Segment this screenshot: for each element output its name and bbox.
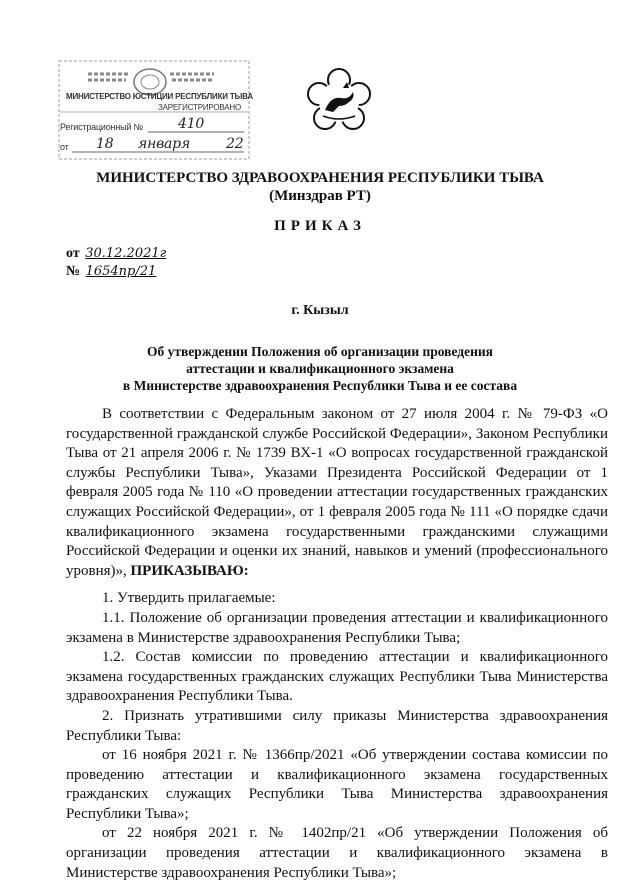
order-date [66,246,166,262]
stamp-line-ministry: МИНИСТЕРСТВО ЮСТИЦИИ РЕСПУБЛИКИ ТЫВА [66,92,253,101]
preamble-text: В соответствии с Федеральным законом от 27 июля 2004 г. № 79-ФЗ «О государственной гражданской службе Российской Федерации», Законом Республики Тыва от 21 апреля 2006 г. № 1739 ВХ-1 «О вопросах государственной гражданской службы Республики Тыва», Указами Президента Российской Федерации от 1 февраля 2005 года № 110 «О проведении аттестации государственных гражданских служащих Российской Федерации», от 1 февраля 2005 года № 111 «О порядке сдачи квалификационного экзамена государственными гражданскими служащими Российской Федерации и оценки их знаний, навыков и умений (профессионального уровня)», [66,406,608,579]
tuva-emblem-icon [303,66,375,138]
order-number-label: № [66,264,81,279]
subject-line-1: Об утверждении Положения об организации проведения [147,344,493,359]
stamp-day: 18 [96,136,114,152]
paragraph-1-2: 1.2. Состав комиссии по проведению аттестации и квалификационного экзамена государственных гражданских служащих Республики Тыва Министерства здравоохранения Республики Тыва. [66,649,608,705]
subject-line-3: в Министерстве здравоохранения Республики Тыва и ее состава [122,378,518,393]
stamp-reg-number: 410 [178,116,205,132]
order-number-value: 1654пр/21 [85,264,157,279]
ministry-name: МИНИСТЕРСТВО ЗДРАВООХРАНЕНИЯ РЕСПУБЛИКИ ТЫВА [96,170,544,186]
order-date-value: 30.12.2021г [85,246,167,261]
order-title: ПРИКАЗ [274,218,366,234]
preamble-paragraph [66,405,608,581]
subject-line-2: аттестации и квалификационного экзамена [186,361,454,376]
order-city: г. Кызыл [291,303,349,318]
ministry-short-name: (Минздрав РТ) [269,188,371,204]
paragraph-1-1: 1.1. Положение об организации проведения аттестации и квалификационного экзамена в Министерстве здравоохранения Республики Тыва; [66,609,608,646]
stamp-year: 22 [226,136,244,152]
order-subject [100,343,540,394]
order-word: ПРИКАЗЫВАЮ: [130,562,249,579]
stamp-month: января [138,136,191,152]
order-date-label: от [66,246,80,261]
paragraph-1: 1. Утвердить прилагаемые: [102,590,276,607]
order-number [66,264,156,280]
paragraph-2-b: от 22 ноября 2021 г. № 1402пр/21 «Об утверждении Положения об организации проведения аттестации и квалификационного экзамена в Министерстве здравоохранения Республики Тыва»; [66,825,608,881]
order-body [66,405,608,883]
paragraph-2-a: от 16 ноября 2021 г. № 1366пр/2021 «Об утверждении состава комиссии по проведению аттестации и квалификационного экзамена государственных гражданских служащих Республики Тыва Министерства здравоохранения Республики Тыва»; [66,747,608,822]
stamp-line-registered: ЗАРЕГИСТРИРОВАНО [158,103,241,112]
paragraph-2: 2. Признать утратившими силу приказы Министерства здравоохранения Республики Тыва: [66,707,608,744]
stamp-line-date-label: от [60,142,69,152]
stamp-line-regnum-label: Регистрационный № [60,122,143,132]
registration-stamp [58,60,253,160]
